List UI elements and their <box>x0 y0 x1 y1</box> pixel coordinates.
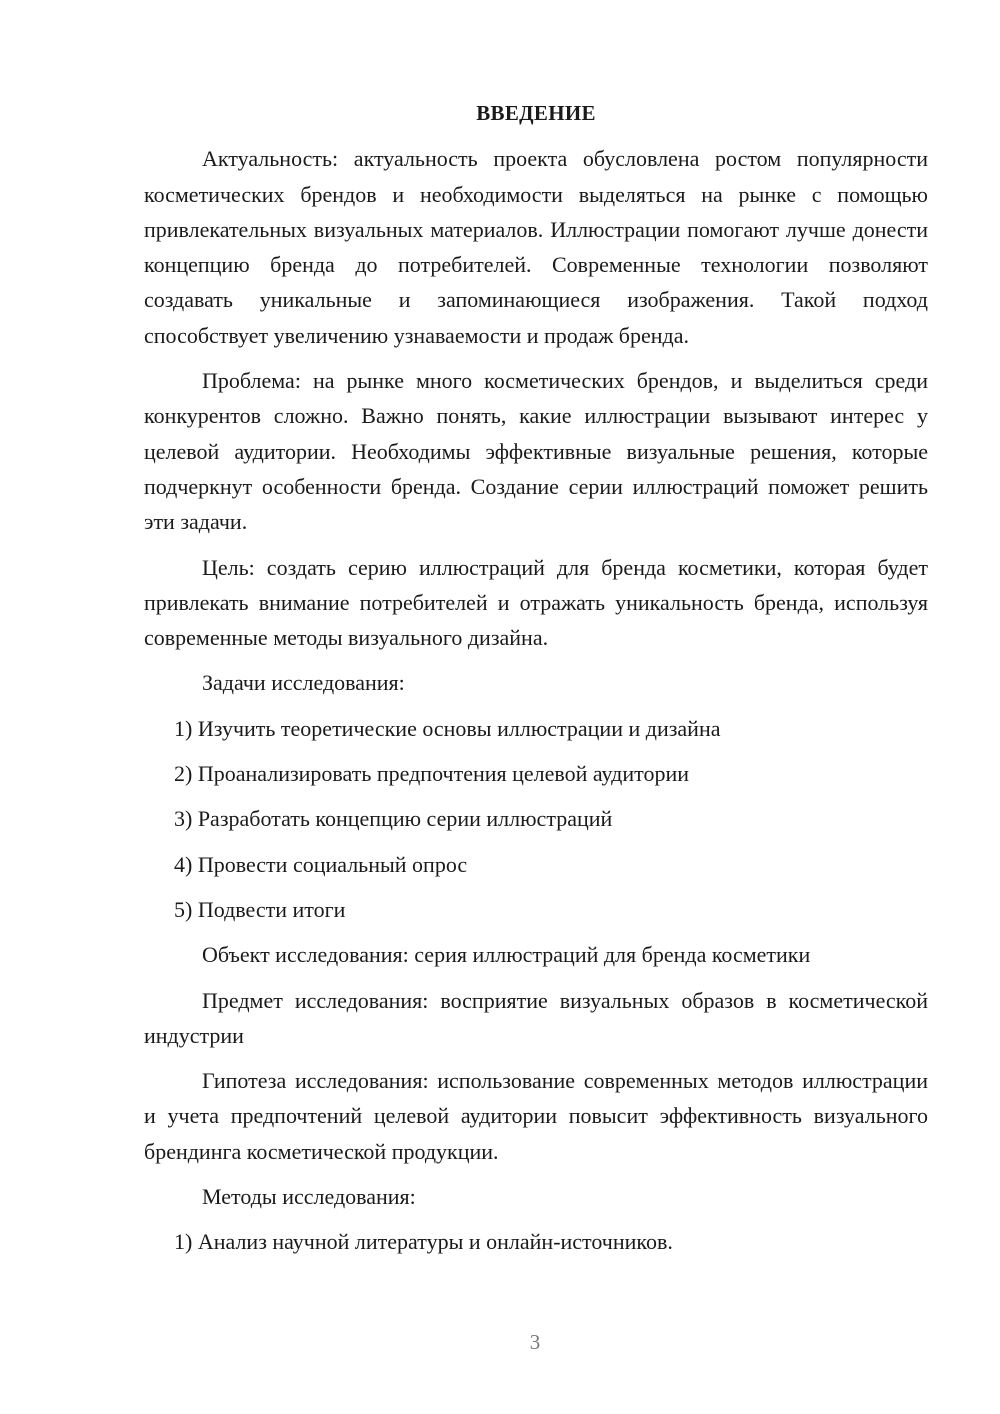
task-item: 1) Изучить теоретические основы иллюстрации и дизайна <box>174 715 721 741</box>
goal-paragraph: Цель: создать серию иллюстраций для бренда косметики, которая будет привлекать внимание потребителей и отражать уникальность бренда, используя современные методы визуального дизайна. <box>144 554 928 651</box>
hypothesis-paragraph: Гипотеза исследования: использование современных методов иллюстрации и учета предпочтений целевой аудитории повысит эффективность визуального брендинга косметической продукции. <box>144 1068 928 1164</box>
relevance-paragraph: Актуальность: актуальность проекта обусловлена ростом популярности косметических брендов и необходимости выделяться на рынке с помощью привлекательных визуальных материалов. Иллюстрации помогают лучше донести концепцию бренда до потребителей. Современные технологии позволяют создавать уникальные и запоминающиеся изображения. Такой подход способствует увеличению узнаваемости и продаж бренда. <box>144 146 928 348</box>
page-title: ВВЕДЕНИЕ <box>476 101 596 125</box>
task-item: 2) Проанализировать предпочтения целевой аудитории <box>174 761 690 787</box>
task-item: 4) Провести социальный опрос <box>174 851 468 877</box>
methods-list <box>144 1224 928 1259</box>
methods-heading: Методы исследования: <box>202 1184 416 1210</box>
task-item: 5) Подвести итоги <box>174 896 346 922</box>
tasks-heading: Задачи исследования: <box>202 670 405 696</box>
subject-paragraph: Предмет исследования: восприятие визуальных образов в косметической индустрии <box>144 987 928 1048</box>
task-item: 3) Разработать концепцию серии иллюстраций <box>174 806 613 832</box>
method-item: 1) Анализ научной литературы и онлайн-источников. <box>174 1229 673 1255</box>
object-paragraph: Объект исследования: серия иллюстраций для бренда косметики <box>202 942 811 968</box>
page-content <box>144 96 928 1270</box>
page-number: 3 <box>529 1330 541 1354</box>
tasks-list <box>144 711 928 927</box>
problem-paragraph: Проблема: на рынке много косметических брендов, и выделиться среди конкурентов сложно. Важно понять, какие иллюстрации вызывают интерес у целевой аудитории. Необходимы эффективные визуальные решения, которые подчеркнут особенности бренда. Создание серии иллюстраций поможет решить эти задачи. <box>144 368 928 535</box>
